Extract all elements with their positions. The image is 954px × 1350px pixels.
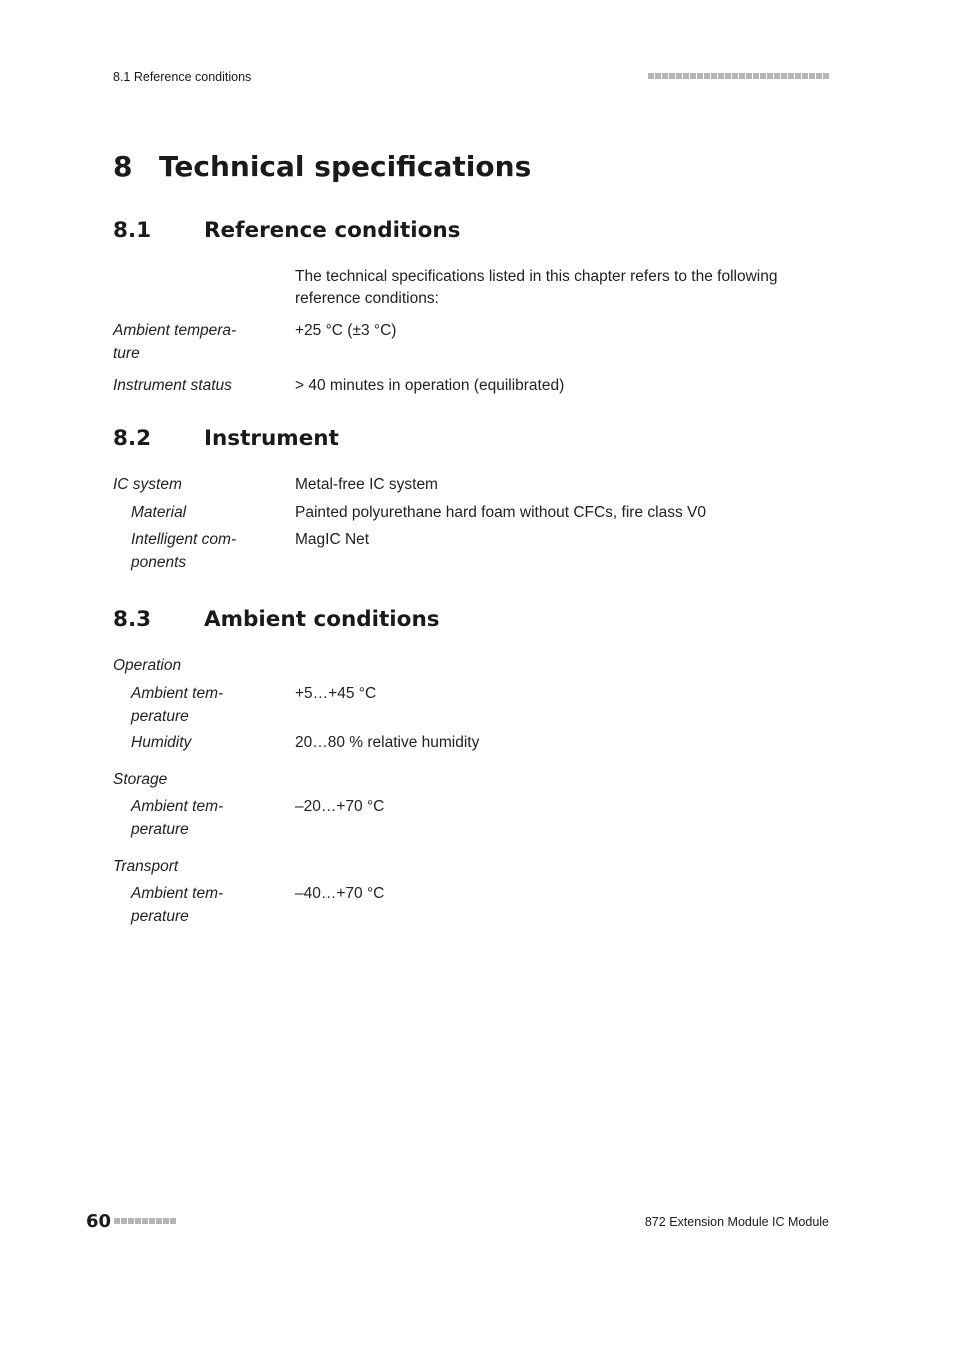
section-title-8-2 [113, 426, 339, 451]
section-title-8-3 [113, 607, 440, 632]
spec-label [131, 796, 223, 841]
spec-value: MagIC Net [295, 531, 370, 548]
spec-label-line: Ambient tem- [131, 885, 224, 902]
spec-label: IC system [113, 476, 182, 493]
spec-label-line: Ambient tem- [131, 798, 224, 815]
spec-label-line: ture [113, 344, 140, 362]
spec-label-line: Ambient tempera- [113, 322, 237, 339]
spec-value: –20…+70 °C [295, 798, 385, 815]
section-intro-line: reference conditions: [295, 290, 439, 307]
section-title-text: Instrument [204, 426, 339, 451]
spec-label-line: Intelligent com- [131, 531, 237, 548]
spec-value: Metal-free IC system [295, 476, 438, 493]
spec-label-line: Ambient tem- [131, 685, 224, 702]
chapter-number: 8 [113, 150, 133, 183]
section-number: 8.1 [113, 218, 152, 243]
section-title-text: Reference conditions [204, 218, 461, 243]
spec-label-line: ponents [131, 553, 187, 571]
spec-label [131, 883, 223, 928]
spec-label [113, 320, 236, 365]
footer-product-name: 872 Extension Module IC Module [644, 1215, 829, 1229]
section-number: 8.2 [113, 426, 152, 451]
spec-label-line: perature [131, 820, 189, 838]
spec-label: Instrument status [113, 377, 232, 394]
spec-label [131, 683, 223, 728]
spec-value: 20…80 % relative humidity [295, 734, 480, 751]
spec-label: Humidity [131, 734, 192, 751]
section-intro-line: The technical specifications listed in this chapter refers to the following [295, 268, 778, 285]
spec-value: –40…+70 °C [295, 885, 385, 902]
spec-value: +25 °C (±3 °C) [295, 322, 397, 339]
spec-label [131, 529, 236, 574]
section-number: 8.3 [113, 607, 152, 632]
chapter-title-text: Technical specifications [159, 150, 532, 183]
section-title-text: Ambient conditions [204, 607, 440, 632]
section-title-8-1 [113, 218, 460, 243]
spec-label: Material [131, 504, 187, 521]
spec-label-line: perature [131, 907, 189, 925]
spec-value: > 40 minutes in operation (equilibrated) [295, 377, 565, 394]
running-header: 8.1 Reference conditions [113, 70, 252, 84]
group-label: Transport [113, 858, 179, 875]
group-label: Operation [113, 657, 182, 674]
spec-value: +5…+45 °C [295, 685, 377, 702]
footer-decoration [114, 1218, 176, 1224]
spec-value: Painted polyurethane hard foam without CFCs, fire class V0 [295, 504, 706, 521]
chapter-title [113, 150, 531, 183]
header-decoration [648, 73, 829, 79]
spec-label-line: perature [131, 707, 189, 725]
group-label: Storage [113, 771, 168, 788]
page-number: 60 [86, 1211, 112, 1232]
